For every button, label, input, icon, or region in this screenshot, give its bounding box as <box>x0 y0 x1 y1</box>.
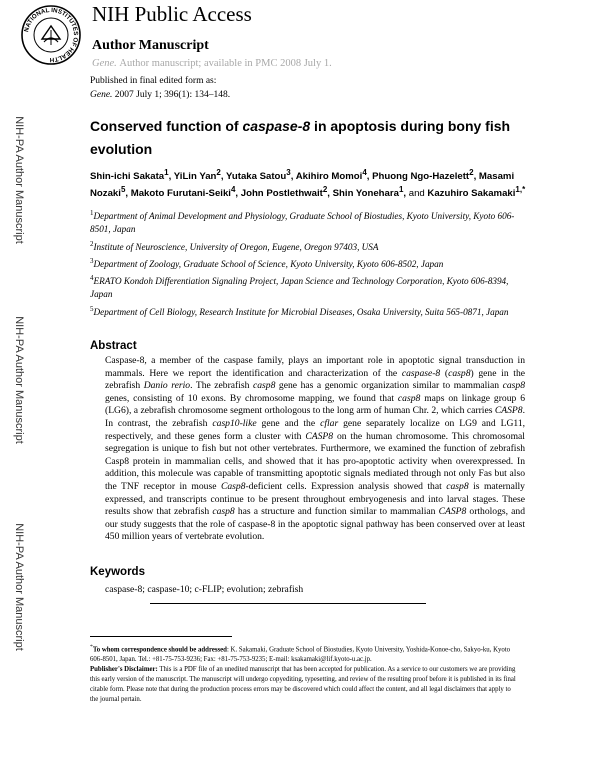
abstract-body <box>105 355 525 544</box>
keywords-list: caspase-8; caspase-10; c-FLIP; evolution; zebrafish <box>105 584 304 595</box>
author-name: Akihiro Momoi <box>295 171 363 183</box>
correspondence-footnote: *To whom correspondence should be addressed: K. Sakamaki, Graduate School of Biostudies, Kyoto University, Yoshida-Konoe-cho, Sakyo-ku, Kyoto 606-8501, Japan. Tel.: +81-75-753-9236; Fax: +81-75-753-9235; E-mail: ksakamaki@lif.kyoto-u.ac.jp. <box>90 644 511 664</box>
affiliation: $^2$Institute of Neuroscience, University of Oregon, Eugene, Oregon 97403, USA <box>90 240 379 253</box>
gene-name: CASP8 <box>438 506 467 518</box>
author-affiliation-mark: 1 <box>398 184 404 194</box>
author-affiliation-mark: 4 <box>230 184 236 194</box>
gene-name: casp8 <box>252 380 276 392</box>
author-name: Phuong Ngo-Hazelett <box>372 171 470 183</box>
publisher-disclaimer: Publisher's Disclaimer: This is a PDF file of an unedited manuscript that has been accepted for publication. As a service to our customers we are providing this early version of the manuscript. The manuscript will undergo copyediting, typesetting, and review of the resulting proof before it is published in its final citable form. Please note that during the production process errors may be discovered which could affect the content, and all legal disclaimers that apply to the journal pertain. <box>90 666 516 703</box>
abstract-heading: Abstract <box>90 340 137 352</box>
side-watermark: NIH-PA Author Manuscript <box>13 116 25 244</box>
author-affiliation-mark: 1,* <box>515 184 526 194</box>
author-affiliation-mark: 1 <box>164 168 169 177</box>
affiliation: $^4$ERATO Kondoh Differentiation Signaling Project, Japan Science and Technology Corporation, Kyoto 606-8394, Japan <box>90 274 509 300</box>
gene-name: caspase-8 <box>401 367 441 379</box>
gene-name: cflar <box>320 417 339 429</box>
keywords-heading: Keywords <box>90 566 145 578</box>
author-name: John Postlethwait <box>240 187 323 199</box>
abstract-paragraph: Caspase-8, a member of the caspase family, plays an important role in apoptotic signal transduction in mammals. Here we report the identification and characterization of the caspase-8 (casp8) gene in the zebrafish Danio rerio. The zebrafish casp8 gene has a genomic organization similar to mammalian casp8 genes, consisting of 10 exons. By chromosome mapping, we found that casp8 maps on linkage group 6 (LG6), a zebrafish chromosome segment orthologous to the long arm of human Chr. 2, which carries CASP8. In contrast, the zebrafish casp10-like gene and the cflar gene separately localize on LG9 and LG11, respectively, and these genes form a cluster with CASP8 on the human chromosome. This chromosomal segregation is unique to fish but not other vertebrates. Furthermore, we examined the function of zebrafish Casp8 protein in mammalian cells, and showed that it has pro-apoptotic activity when overexpressed. In addition, this molecule was capable of transmitting apoptotic signals mediated through not only Fas but also the TNF receptor in mouse Casp8-deficient cells. Expression analysis showed that casp8 is maternally expressed, and transcripts continue to be present throughout embryogenesis and into larval stages. These results show that zebrafish casp8 has a structure and function similar to mammalian CASP8 orthologs, and our study suggests that the role of caspase-8 in the apoptotic signal pathway has been conserved over at least 450 million years of vertebrate evolution. <box>105 355 526 543</box>
side-watermark: NIH-PA Author Manuscript <box>13 316 25 444</box>
author-name: YiLin Yan <box>173 171 217 183</box>
author-affiliation-mark: 5 <box>120 184 126 194</box>
gene-name: CASP8 <box>305 430 334 442</box>
gene-name: casp8 <box>448 367 471 379</box>
author-affiliation-mark: 2 <box>322 184 328 194</box>
footnote-divider <box>90 636 232 637</box>
availability-line: Gene. Author manuscript; available in PMC 2008 July 1. <box>92 58 332 69</box>
svg-text:NATIONAL INSTITUTES OF HEALTH: NATIONAL INSTITUTES OF HEALTH <box>23 6 80 64</box>
gene-name: casp8 <box>212 506 235 518</box>
gene-name: Danio rerio <box>143 380 191 392</box>
citation-line: Gene. 2007 July 1; 396(1): 134–148. <box>90 90 231 100</box>
author-affiliation-mark: 2 <box>216 168 221 177</box>
author-name: Shin Yonehara <box>332 187 399 199</box>
side-watermark: NIH-PA Author Manuscript <box>13 523 25 651</box>
author-affiliation-mark: 2 <box>469 168 474 177</box>
gene-name: casp8 <box>502 380 525 392</box>
author-affiliation-mark: 4 <box>362 168 367 177</box>
author-affiliation-mark: 3 <box>286 168 291 177</box>
author-name: Masami Nozaki <box>90 171 515 199</box>
affiliation: $^5$Department of Cell Biology, Research Institute for Microbial Diseases, Osaka University, Suita 565-0871, Japan <box>90 305 509 318</box>
author-name: Kazuhiro Sakamaki <box>427 187 516 199</box>
author-manuscript-label: Author Manuscript <box>92 38 209 53</box>
affiliation: $^1$Department of Animal Development and Physiology, Graduate School of Biostudies, Kyoto University, Kyoto 606-8501, Japan <box>90 209 515 235</box>
gene-name: casp8 <box>446 480 469 492</box>
author-name: Makoto Furutani-Seiki <box>130 187 231 199</box>
gene-name: casp10-like <box>212 417 257 429</box>
affiliation: $^3$Department of Zoology, Graduate School of Science, Kyoto University, Kyoto 606-8502, Japan <box>90 257 444 270</box>
gene-name: CASP8 <box>494 405 523 417</box>
author-conjunction: and <box>408 187 425 199</box>
nih-seal-logo <box>20 4 82 66</box>
gene-name: casp8 <box>397 392 421 404</box>
gene-name: Casp8 <box>220 480 246 492</box>
author-name: Shin-ichi Sakata <box>90 171 165 183</box>
nih-public-access-title: NIH Public Access <box>92 2 252 26</box>
author-list: Shin-ichi Sakata$^1$, YiLin Yan$^2$, Yutaka Satou$^3$, Akihiro Momoi$^4$, Phuong Ngo-Hazelett$^2$, Masami Nozaki$^5$, Makoto Furutani-Seiki$^4$, John Postlethwait$^2$, Shin Yonehara$^1$, and Kazuhiro Sakamaki$^{1,*}$ <box>90 168 526 199</box>
section-divider <box>150 603 426 604</box>
article-title: Conserved function of caspase-8 in apoptosis during bony fish evolution <box>90 118 511 157</box>
published-in-label: Published in final edited form as: <box>90 76 217 86</box>
author-name: Yutaka Satou <box>226 171 287 183</box>
